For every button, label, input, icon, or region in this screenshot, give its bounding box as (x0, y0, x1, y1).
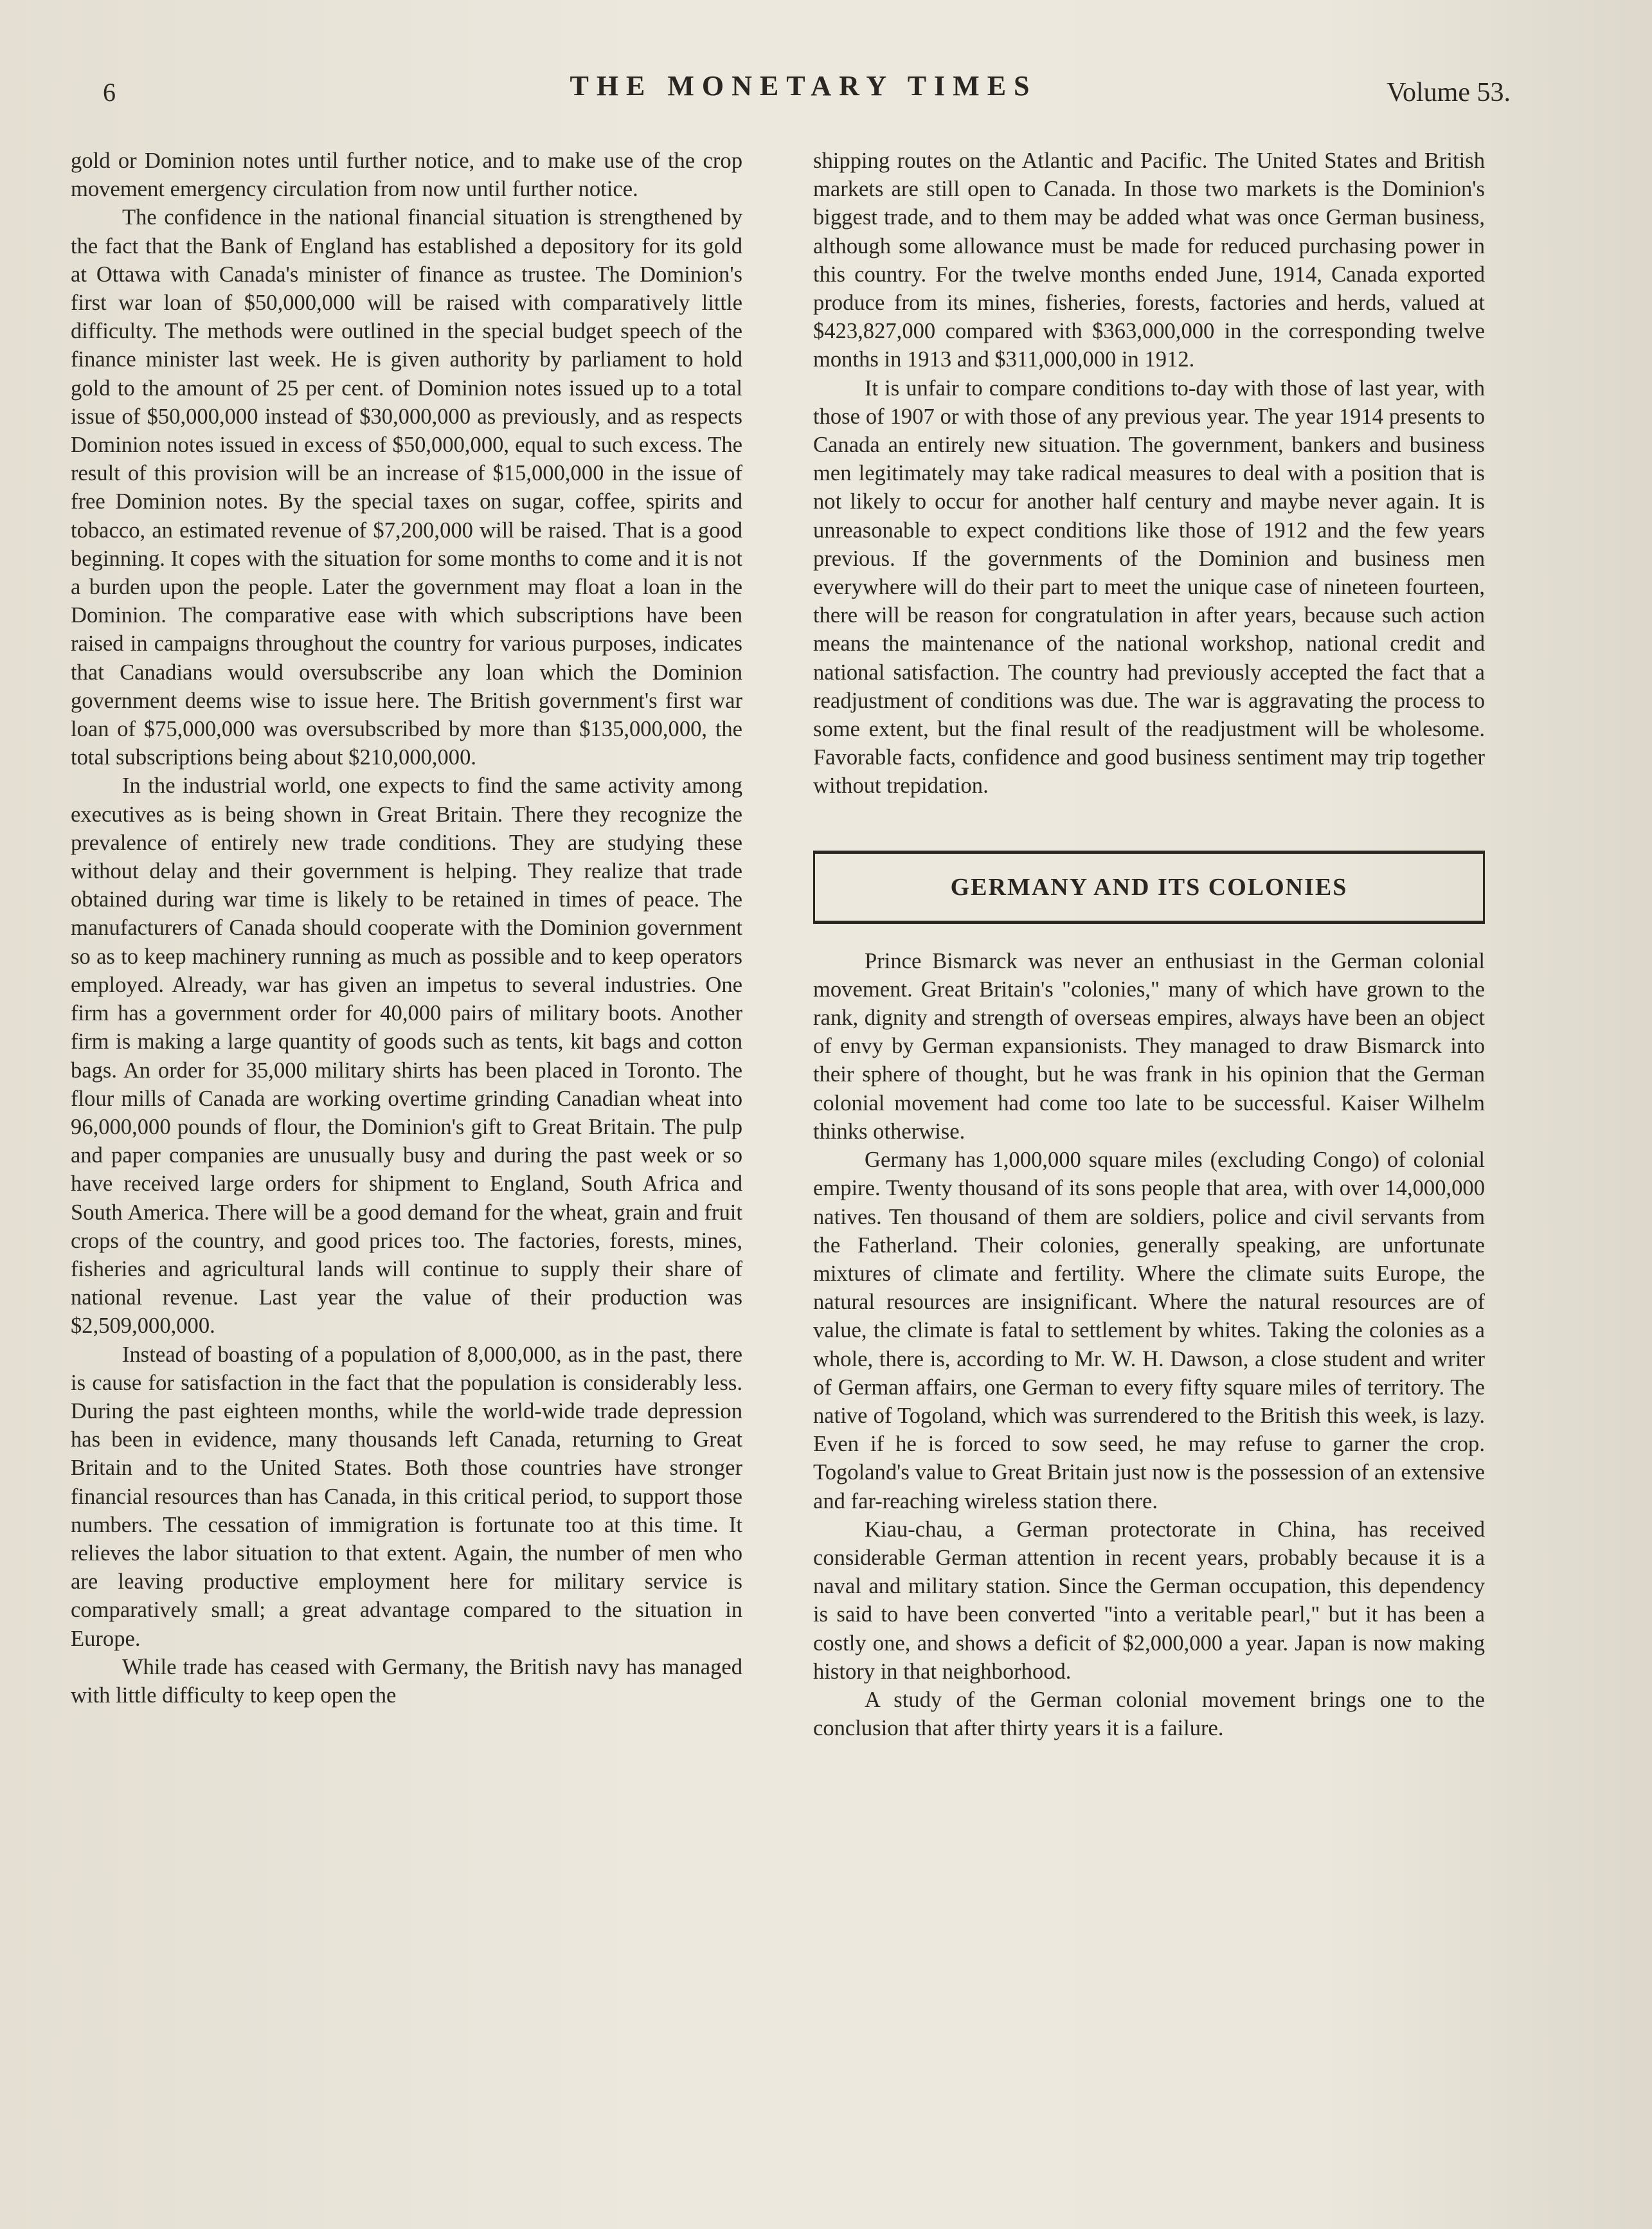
section-title: GERMANY AND ITS COLONIES (950, 873, 1348, 901)
paragraph: shipping routes on the Atlantic and Pacific. The United States and British markets are still open to Canada. In those two markets is the Dominion's biggest trade, and to them may be added what was once German business, although some allowance must be made for reduced purchasing power in this country. For the twelve months ended June, 1914, Canada exported produce from its mines, fisheries, forests, factories and herds, valued at $423,827,000 compared with $363,000,000 in the corresponding twelve months in 1913 and $311,000,000 in 1912. (813, 149, 1485, 372)
paragraph: A study of the German colonial movement brings one to the conclusion that after thirty years it is a failure. (813, 1687, 1485, 1741)
section-heading-box (813, 851, 1485, 924)
right-column (813, 147, 1485, 1742)
left-column (71, 147, 742, 1710)
paragraph: Kiau-chau, a German protectorate in China, has received considerable German attention in recent years, probably because it is a naval and military station. Since the German occupation, this dependency is said to have been converted "into a veritable pearl," but it has been a costly one, and shows a deficit of $2,000,000 a year. Japan is now making history in that neighborhood. (813, 1517, 1485, 1684)
paragraph: Instead of boasting of a population of 8,000,000, as in the past, there is cause for satisfaction in the fact that the population is considerably less. During the past eighteen months, while the world-wide trade depression has been in evidence, many thousands left Canada, returning to Great Britain and to the United States. Both those countries have stronger financial resources than has Canada, in this critical period, to support those numbers. The cessation of immigration is fortunate too at this time. It relieves the labor situation to that extent. Again, the number of men who are leaving productive employment here for military service is comparatively small; a great advantage compared to the situation in Europe. (71, 1342, 742, 1651)
paragraph: gold or Dominion notes until further notice, and to make use of the crop movement emergency circulation from now until further notice. (71, 149, 742, 202)
publication-title: THE MONETARY TIMES (570, 70, 1037, 102)
paragraph: Germany has 1,000,000 square miles (excluding Congo) of colonial empire. Twenty thousand of its sons people that area, with over 14,000,000 natives. Ten thousand of them are soldiers, police and civil servants from the Fatherland. Their colonies, generally speaking, are unfortunate mixtures of climate and fertility. Where the climate suits Europe, the natural resources are insignificant. Where the natural resources are of value, the climate is fatal to settlement by whites. Taking the colonies as a whole, there is, according to Mr. W. H. Dawson, a close student and writer of German affairs, one German to every fifty square miles of territory. The native of Togoland, which was surrendered to the British this week, is lazy. Even if he is forced to sow seed, he may refuse to garner the crop. Togoland's value to Great Britain just now is the possession of an extensive and far-reaching wireless station there. (813, 1148, 1485, 1513)
page-header (96, 69, 1511, 114)
paragraph: In the industrial world, one expects to find the same activity among executives as is being shown in Great Britain. There they recognize the prevalence of entirely new trade conditions. They are studying these without delay and their government is helping. They realize that trade obtained during war time is likely to be retained in times of peace. The manufacturers of Canada should cooperate with the Dominion government so as to keep machinery running as much as possible and to keep operators employed. Already, war has given an impetus to several industries. One firm has a government order for 40,000 pairs of military boots. Another firm is making a large quantity of goods such as tents, kit bags and cotton bags. An order for 35,000 military shirts has been placed in Toronto. The flour mills of Canada are working overtime grinding Canadian wheat into 96,000,000 pounds of flour, the Dominion's gift to Great Britain. The pulp and paper companies are unusually busy and during the past week or so have received large orders for shipment to England, South Africa and South America. There will be a good demand for the wheat, grain and fruit crops of the country, and good prices too. The factories, forests, mines, fisheries and agricultural lands will continue to supply their share of national revenue. Last year the value of their production was $2,509,000,000. (71, 773, 742, 1339)
paragraph: It is unfair to compare conditions to-day with those of last year, with those of 1907 or with those of any previous year. The year 1914 presents to Canada an entirely new situation. The government, bankers and business men legitimately may take radical measures to deal with a position that is not likely to occur for another half century and maybe never again. It is unreasonable to expect conditions like those of 1912 and the few years previous. If the governments of the Dominion and business men everywhere will do their part to meet the unique case of nineteen fourteen, there will be reason for congratulation in after years, because such action means the maintenance of the national workshop, national credit and national satisfaction. The country had previously accepted the fact that a readjustment of conditions was due. The war is aggravating the process to some extent, but the final result of the readjustment will be wholesome. Favorable facts, confidence and good business sentiment may trip together without trepidation. (813, 375, 1485, 799)
paragraph: The confidence in the national financial situation is strengthened by the fact that the Bank of England has established a depository for its gold at Ottawa with Canada's minister of finance as trustee. The Dominion's first war loan of $50,000,000 will be raised with comparatively little difficulty. The methods were outlined in the special budget speech of the finance minister last week. He is given authority by parliament to hold gold to the amount of 25 per cent. of Dominion notes issued up to a total issue of $50,000,000 instead of $30,000,000 as previously, and as respects Dominion notes issued in excess of $50,000,000, equal to such excess. The result of this provision will be an increase of $15,000,000 in the issue of free Dominion notes. By the special taxes on sugar, coffee, spirits and tobacco, an estimated revenue of $7,200,000 will be raised. That is a good beginning. It copes with the situation for some months to come and it is not a burden upon the people. Later the government may float a loan in the Dominion. The comparative ease with which subscriptions have been raised in campaigns throughout the country for various purposes, indicates that Canadians would oversubscribe any loan which the Dominion government deems wise to issue here. The British government's first war loan of $75,000,000 was oversubscribed by more than $135,000,000, the total subscriptions being about $210,000,000. (71, 205, 742, 770)
paragraph: Prince Bismarck was never an enthusiast in the German colonial movement. Great Britain's "colonies," many of which have grown to the rank, dignity and strength of overseas empires, always have been an object of envy by German expansionists. They managed to draw Bismarck into their sphere of thought, but he was frank in his opinion that the German colonial movement had come too late to be successful. Kaiser Wilhelm thinks otherwise. (813, 948, 1485, 1144)
page-number: 6 (103, 78, 116, 107)
paragraph: While trade has ceased with Germany, the British navy has managed with little difficulty to keep open the (71, 1654, 742, 1708)
volume-label: Volume 53. (1387, 78, 1511, 107)
